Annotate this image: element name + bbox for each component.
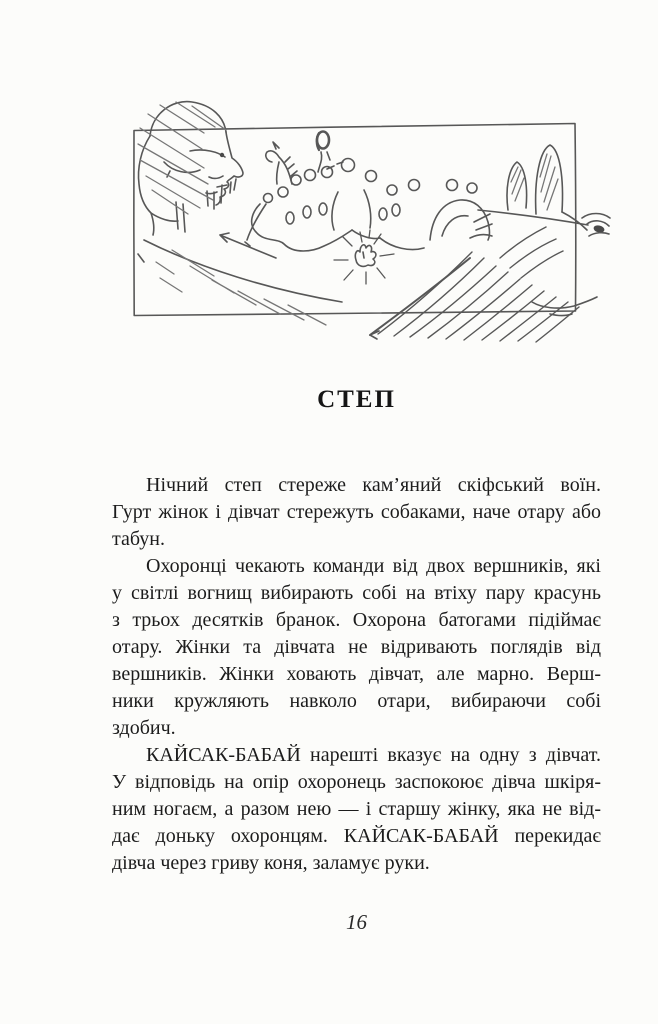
text-line: КАЙСАК-БАБАЙ нарешті вказує на одну з дівчат. — [146, 744, 601, 766]
text-line: Охоронці чекають команди від двох вершників, які — [146, 555, 601, 577]
page-number: 16 — [346, 910, 367, 934]
paragraph — [112, 553, 601, 742]
illustration — [80, 70, 640, 354]
text-line: У відповідь на опір охоронець заспокоює дівча шкіря- — [112, 771, 601, 793]
sketch-frame — [134, 124, 576, 316]
text-line: Нічний степ стереже кам’яний скіфський воїн. — [146, 474, 601, 496]
chapter-title: СТЕП — [317, 386, 396, 413]
paragraph — [112, 472, 601, 553]
text-line: табун. — [112, 528, 165, 550]
text-line: у світлі вогнищ вибирають собі на втіху пару красунь — [112, 582, 601, 604]
text-line: ники кружляють навколо отари, вибираючи собі — [112, 690, 601, 712]
text-line: дівча через гриву коня, заламує руки. — [112, 852, 430, 874]
text-line: дає доньку охоронцям. КАЙСАК-БАБАЙ перекидає — [112, 825, 601, 847]
text-line: з трьох десятків бранок. Охорона батогами підіймає — [112, 609, 601, 631]
pencil-sketch — [80, 70, 640, 354]
text-line: здобич. — [112, 717, 176, 739]
paragraph — [112, 742, 601, 877]
sketch-heads — [264, 159, 478, 203]
body-text — [112, 472, 601, 877]
sketch-campfire-scene — [245, 132, 492, 285]
text-line: отару. Жінки та дівчата не відривають поглядів від — [112, 636, 601, 658]
text-line: вершників. Жінки ховають дівчат, але марно. Верш- — [112, 663, 601, 685]
text-line: ним ногаєм, а разом нею — і старшу жінку, яка не від- — [112, 798, 601, 820]
sketch-campfire — [334, 230, 394, 284]
text-line: Гурт жінок і дівчат стережуть собаками, наче отару або — [112, 501, 601, 523]
